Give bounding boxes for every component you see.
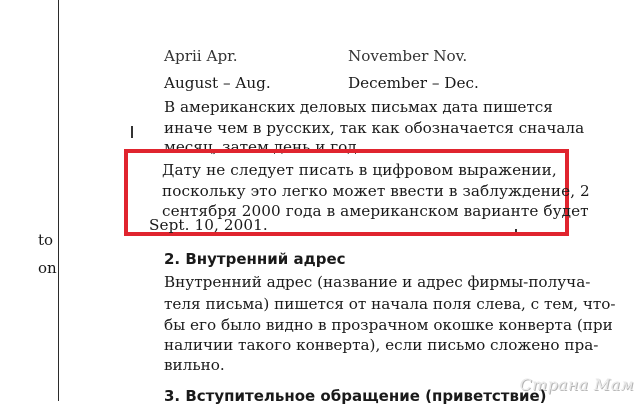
section-3-heading: 3. Вступительное обращение (приветствие) xyxy=(164,387,547,405)
paragraph-line-cut-text: месяц, затем день и год. xyxy=(164,138,362,156)
section-2-line: теля письма) пишется от начала поля слева, с тем, что- xyxy=(164,295,616,313)
section-2-line: наличии такого конверта), если письмо сложено пра- xyxy=(164,336,599,354)
paragraph-line-cut xyxy=(164,137,362,156)
paragraph-line: иначе чем в русских, так как обозначается сначала xyxy=(164,119,585,137)
margin-fragment: on xyxy=(38,259,57,277)
cut-month-left: Aprii Apr. xyxy=(164,47,238,65)
months-row xyxy=(164,73,479,93)
highlighted-line: Дату не следует писать в цифровом выражении, xyxy=(162,161,557,179)
section-2-heading: 2. Внутренний адрес xyxy=(164,250,346,268)
section-2-line: Внутренний адрес (название и адрес фирмы-получа- xyxy=(164,273,591,291)
highlighted-line: поскольку это легко может ввести в заблуждение, 2 xyxy=(162,182,590,200)
cut-off-month-row xyxy=(164,47,468,69)
cut-month-right: November Nov. xyxy=(348,47,468,65)
month-left: August – Aug. xyxy=(164,74,271,92)
scan-speck xyxy=(515,229,517,232)
month-right: December – Dec. xyxy=(348,74,479,92)
scan-speck xyxy=(131,126,133,138)
watermark-logo: Страна Мам xyxy=(519,375,634,394)
paragraph-line: В американских деловых письмах дата пишется xyxy=(164,98,553,116)
highlighted-line: Sept. 10, 2001. xyxy=(149,216,268,234)
section-2-line: бы его было видно в прозрачном окошке конверта (при xyxy=(164,316,613,334)
page-edge-line xyxy=(58,0,59,401)
section-2-line: вильно. xyxy=(164,356,225,374)
highlighted-line: сентября 2000 года в американском варианте будет xyxy=(162,202,589,220)
margin-fragment: to xyxy=(38,231,54,249)
